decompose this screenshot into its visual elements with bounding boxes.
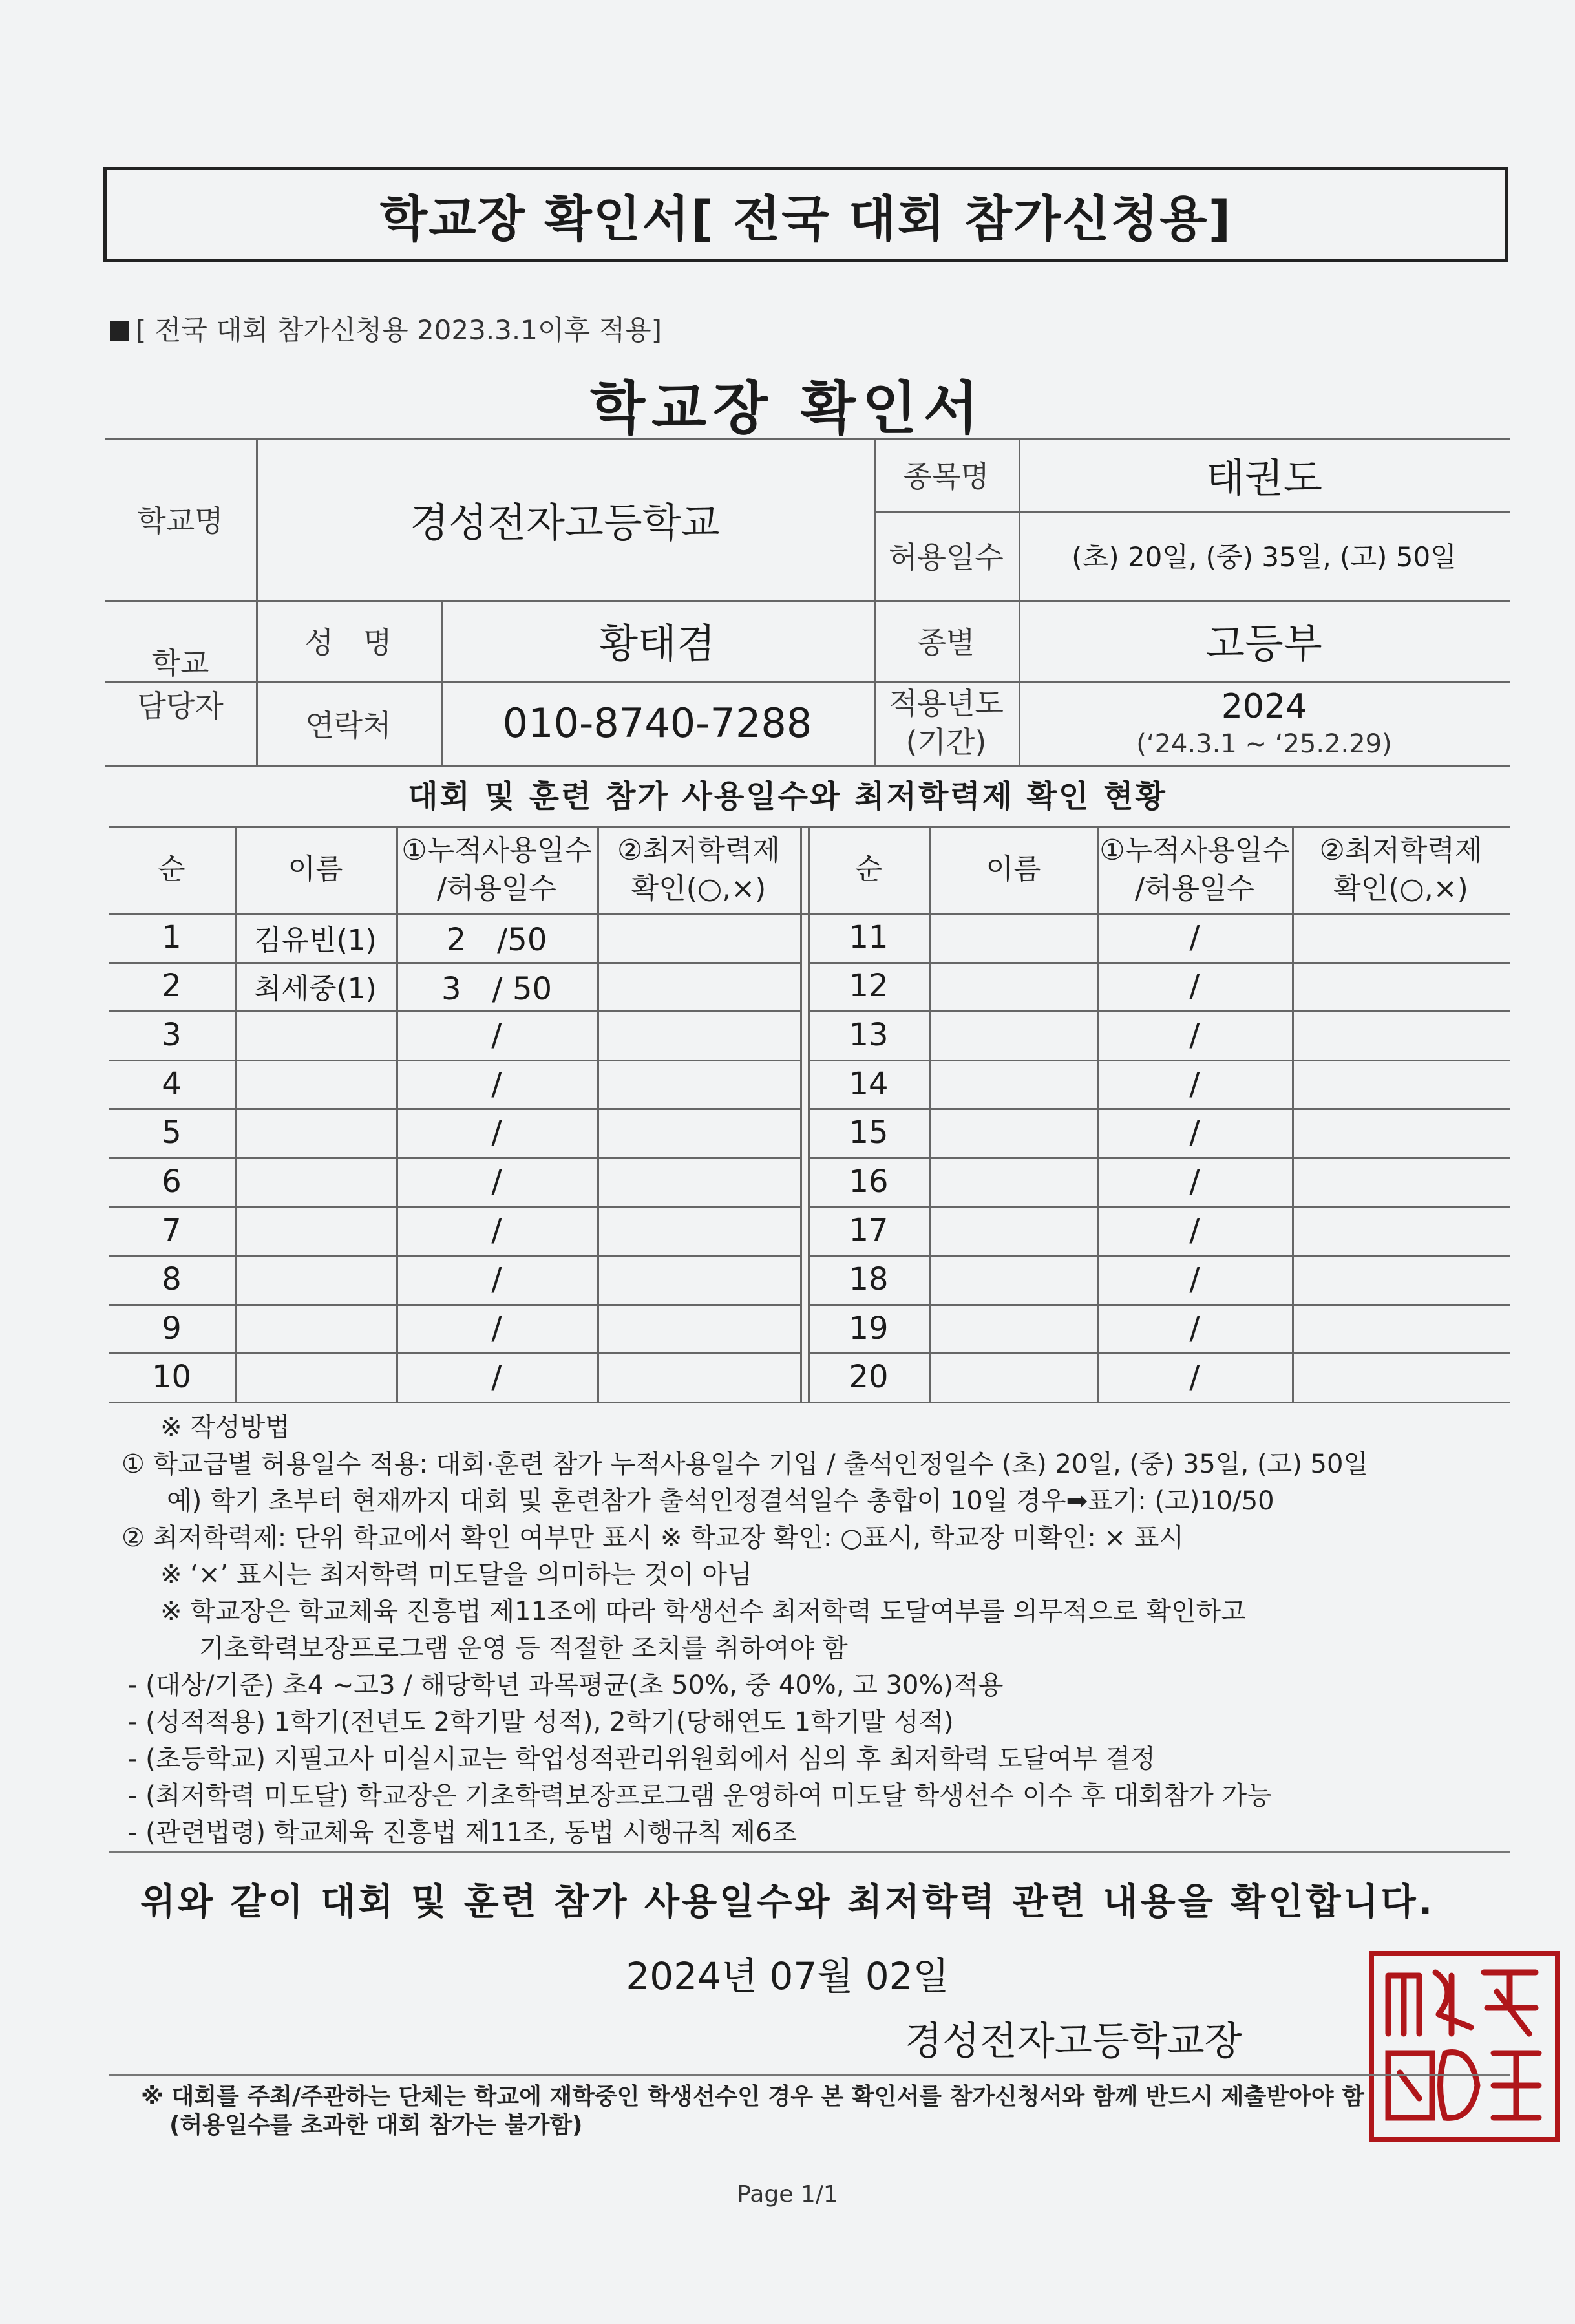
page-number: Page 1/1 <box>737 2181 838 2208</box>
roster-name-cell <box>235 1304 396 1353</box>
year-value-cell <box>1019 681 1510 765</box>
col-min-header <box>597 826 800 913</box>
roster-check-cell <box>597 1206 800 1255</box>
footnote <box>141 2083 1498 2140</box>
name-label: 성 명 <box>304 624 392 660</box>
roster-name-cell <box>235 1108 396 1157</box>
guide-line-8: - (성적적용) 1학기(전년도 2학기말 성적), 2학기(당해연도 1학기말 성적) <box>128 1707 954 1737</box>
person-label <box>105 600 256 765</box>
col-days-header <box>396 826 597 913</box>
roster-check-cell <box>1292 1060 1510 1109</box>
guide-line-4: ※ ‘×’ 표시는 최저학력 미도달을 의미하는 것이 아님 <box>160 1560 752 1590</box>
roster-check-cell <box>597 913 800 962</box>
roster-days-cell: 3 / 50 <box>441 970 553 1007</box>
year-value: 2024 <box>1221 687 1307 726</box>
rule <box>105 765 1510 767</box>
roster-no-cell: 3 <box>162 1016 182 1053</box>
roster-days-cell: / <box>1189 1359 1200 1396</box>
person-label-line2: 담당자 <box>137 688 224 723</box>
roster-days-cell: / <box>491 1359 502 1396</box>
roster-name-cell <box>929 1108 1097 1157</box>
roster-days-cell: / <box>491 1261 502 1297</box>
period-value: (‘24.3.1 ~ ‘25.2.29) <box>1136 729 1392 759</box>
roster-no-cell: 1 <box>162 919 182 955</box>
roster-days-cell: / <box>491 1065 502 1102</box>
top-title: 학교장 확인서[ 전국 대회 참가신청용] <box>379 189 1232 248</box>
roster-no-cell: 6 <box>162 1163 182 1200</box>
guide-line-2: 예) 학기 초부터 현재까지 대회 및 훈련참가 출석인정결석일수 총합이 10일 경우➡표기: (고)10/50 <box>167 1486 1274 1516</box>
roster-name-cell <box>929 1060 1097 1109</box>
col-min-line1: ②최저학력제 <box>1319 833 1483 867</box>
allowed-value: (초) 20일, (중) 35일, (고) 50일 <box>1072 541 1457 573</box>
guide-line-1: ① 학교급별 허용일수 적용: 대회·훈련 참가 누적사용일수 기입 / 출석인정일수 (초) 20일, (중) 35일, (고) 50일 <box>122 1449 1369 1479</box>
roster-no-cell: 7 <box>162 1212 182 1249</box>
roster-table <box>109 826 1510 1403</box>
roster-no-cell: 8 <box>162 1261 182 1297</box>
guide-section <box>122 1409 1511 1851</box>
roster-check-cell <box>597 1157 800 1206</box>
col-days-header-right <box>1097 826 1292 913</box>
roster-no-cell: 16 <box>849 1163 889 1200</box>
roster-check-cell <box>1292 1304 1510 1353</box>
roster-name-cell <box>235 1010 396 1060</box>
roster-check-cell <box>597 1060 800 1109</box>
roster-name-cell <box>929 1255 1097 1304</box>
col-no-header: 순 <box>158 853 185 886</box>
roster-days-cell: / <box>491 1114 502 1151</box>
col-days-line2: /허용일수 <box>1135 872 1254 905</box>
roster-check-cell <box>597 1352 800 1402</box>
notice-line <box>110 309 662 348</box>
allowed-label: 허용일수 <box>889 540 1004 575</box>
roster-no-cell: 19 <box>849 1310 889 1347</box>
roster-days-cell: / <box>1189 1310 1200 1347</box>
roster-check-cell <box>597 962 800 1011</box>
division-value: 고등부 <box>1206 620 1322 667</box>
year-label-line2: (기간) <box>905 724 987 760</box>
roster-name-cell <box>929 1304 1097 1353</box>
roster-title: 대회 및 훈련 참가 사용일수와 최저학력제 확인 현황 <box>408 778 1167 815</box>
square-bullet-icon <box>110 321 129 341</box>
roster-no-cell: 5 <box>162 1114 182 1151</box>
roster-no-cell: 18 <box>849 1261 889 1297</box>
footnote-line-2: (허용일수를 초과한 대회 참가는 불가함) <box>169 2112 583 2138</box>
col-days-line1: ①누적사용일수 <box>1099 833 1290 867</box>
roster-no-cell: 12 <box>849 968 889 1005</box>
guide-line-6: 기초학력보장프로그램 운영 등 적절한 조치를 취하여야 함 <box>199 1634 848 1663</box>
contact-value: 010-8740-7288 <box>502 699 812 747</box>
roster-name-cell <box>929 913 1097 962</box>
roster-days-cell: / <box>1189 968 1200 1005</box>
roster-name-cell <box>929 1157 1097 1206</box>
roster-no-cell: 14 <box>849 1065 889 1102</box>
notice-text: [ 전국 대회 참가신청용 2023.3.1이후 적용] <box>136 314 662 346</box>
roster-check-cell <box>597 1255 800 1304</box>
roster-check-cell <box>597 1010 800 1060</box>
roster-name-cell <box>235 1206 396 1255</box>
roster-days-cell: / <box>491 1212 502 1249</box>
col-min-line2: 확인(○,×) <box>1333 872 1468 905</box>
roster-days-cell: / <box>1189 1163 1200 1200</box>
roster-no-cell: 15 <box>849 1114 889 1151</box>
school-label: 학교명 <box>137 504 224 538</box>
col-name-header: 이름 <box>288 853 343 886</box>
roster-days-cell: / <box>491 1310 502 1347</box>
roster-no-cell: 4 <box>162 1065 182 1102</box>
guide-line-7: - (대상/기준) 초4 ~고3 / 해당학년 과목평균(초 50%, 중 40%, 고 30%)적용 <box>128 1670 1004 1700</box>
roster-check-cell <box>1292 1108 1510 1157</box>
guide-line-10: - (최저학력 미도달) 학교장은 기초학력보장프로그램 운영하여 미도달 학생선수 이수 후 대회참가 가능 <box>128 1781 1272 1811</box>
roster-check-cell <box>1292 1352 1510 1402</box>
roster-check-cell <box>1292 1157 1510 1206</box>
guide-line-11: - (관련법령) 학교체육 진흥법 제11조, 동법 시행규칙 제6조 <box>128 1818 798 1848</box>
roster-days-cell: / <box>1189 1114 1200 1151</box>
person-label-line1: 학교 <box>151 646 209 681</box>
roster-days-cell: / <box>1189 919 1200 955</box>
principal-signature: 경성전자고등학교장 <box>905 2019 1242 2064</box>
roster-no-cell: 17 <box>849 1212 889 1249</box>
info-table <box>105 438 1510 767</box>
roster-no-cell: 9 <box>162 1310 182 1347</box>
roster-check-cell <box>1292 1010 1510 1060</box>
roster-days-cell: / <box>1189 1016 1200 1053</box>
year-label-line1: 적용년도 <box>889 685 1004 721</box>
roster-days-cell: / <box>1189 1065 1200 1102</box>
roster-no-cell: 2 <box>162 968 182 1005</box>
roster-no-cell: 13 <box>849 1016 889 1053</box>
roster-no-cell: 10 <box>151 1359 192 1396</box>
rule <box>800 826 802 1402</box>
roster-days-cell: / <box>491 1163 502 1200</box>
roster-name-cell: 최세중(1) <box>254 972 377 1006</box>
roster-check-cell <box>1292 1206 1510 1255</box>
roster-days-cell: 2 /50 <box>446 922 547 959</box>
col-name-header-right: 이름 <box>986 853 1041 886</box>
divider <box>109 1851 1510 1853</box>
roster-check-cell <box>597 1108 800 1157</box>
roster-name-cell <box>235 1157 396 1206</box>
guide-heading: ※ 작성방법 <box>160 1413 290 1442</box>
guide-line-3: ② 최저학력제: 단위 학교에서 확인 여부만 표시 ※ 학교장 확인: ○표시, 학교장 미확인: × 표시 <box>122 1523 1185 1553</box>
roster-name-cell <box>929 1010 1097 1060</box>
event-value: 태권도 <box>1206 454 1322 502</box>
name-value: 황태겸 <box>599 620 715 667</box>
rule <box>109 1402 1510 1403</box>
col-days-line2: /허용일수 <box>437 872 556 905</box>
division-label: 종별 <box>917 624 975 660</box>
guide-line-5: ※ 학교장은 학교체육 진흥법 제11조에 따라 학생선수 최저학력 도달여부를 의무적으로 확인하고 <box>160 1597 1246 1626</box>
contact-label: 연락처 <box>305 707 392 743</box>
roster-check-cell <box>597 1304 800 1353</box>
footnote-line-1: ※ 대회를 주최/주관하는 단체는 학교에 재학중인 학생선수인 경우 본 확인서를 참가신청서와 함께 반드시 제출받아야 함 <box>141 2084 1364 2110</box>
school-value: 경성전자고등학교 <box>410 498 720 546</box>
col-min-line1: ②최저학력제 <box>617 833 780 867</box>
col-min-header-right <box>1292 826 1510 913</box>
roster-name-cell <box>235 1255 396 1304</box>
main-title: 학교장 확인서 <box>590 375 985 442</box>
divider <box>109 2074 1510 2076</box>
issue-date: 2024년 07월 02일 <box>626 1954 949 1998</box>
event-label: 종목명 <box>903 459 989 494</box>
roster-days-cell: / <box>491 1016 502 1053</box>
col-days-line1: ①누적사용일수 <box>401 833 592 867</box>
roster-name-cell <box>235 1352 396 1402</box>
roster-name-cell <box>929 1206 1097 1255</box>
roster-days-cell: / <box>1189 1212 1200 1249</box>
roster-name-cell <box>235 1060 396 1109</box>
col-min-line2: 확인(○,×) <box>631 872 766 905</box>
roster-name-cell <box>929 962 1097 1011</box>
confirmation-statement: 위와 같이 대회 및 훈련 참가 사용일수와 최저학력 관련 내용을 확인합니다. <box>140 1881 1435 1923</box>
roster-no-cell: 11 <box>849 919 889 955</box>
col-no-header-right: 순 <box>854 853 883 886</box>
roster-name-cell <box>929 1352 1097 1402</box>
year-label <box>874 681 1019 765</box>
roster-name-cell: 김유빈(1) <box>254 923 377 957</box>
roster-check-cell <box>1292 1255 1510 1304</box>
guide-line-9: - (초등학교) 지필고사 미실시교는 학업성적관리위원회에서 심의 후 최저학력 도달여부 결정 <box>128 1744 1156 1774</box>
top-title-box <box>103 167 1508 262</box>
roster-check-cell <box>1292 962 1510 1011</box>
roster-days-cell: / <box>1189 1261 1200 1297</box>
roster-no-cell: 20 <box>849 1359 889 1396</box>
roster-check-cell <box>1292 913 1510 962</box>
